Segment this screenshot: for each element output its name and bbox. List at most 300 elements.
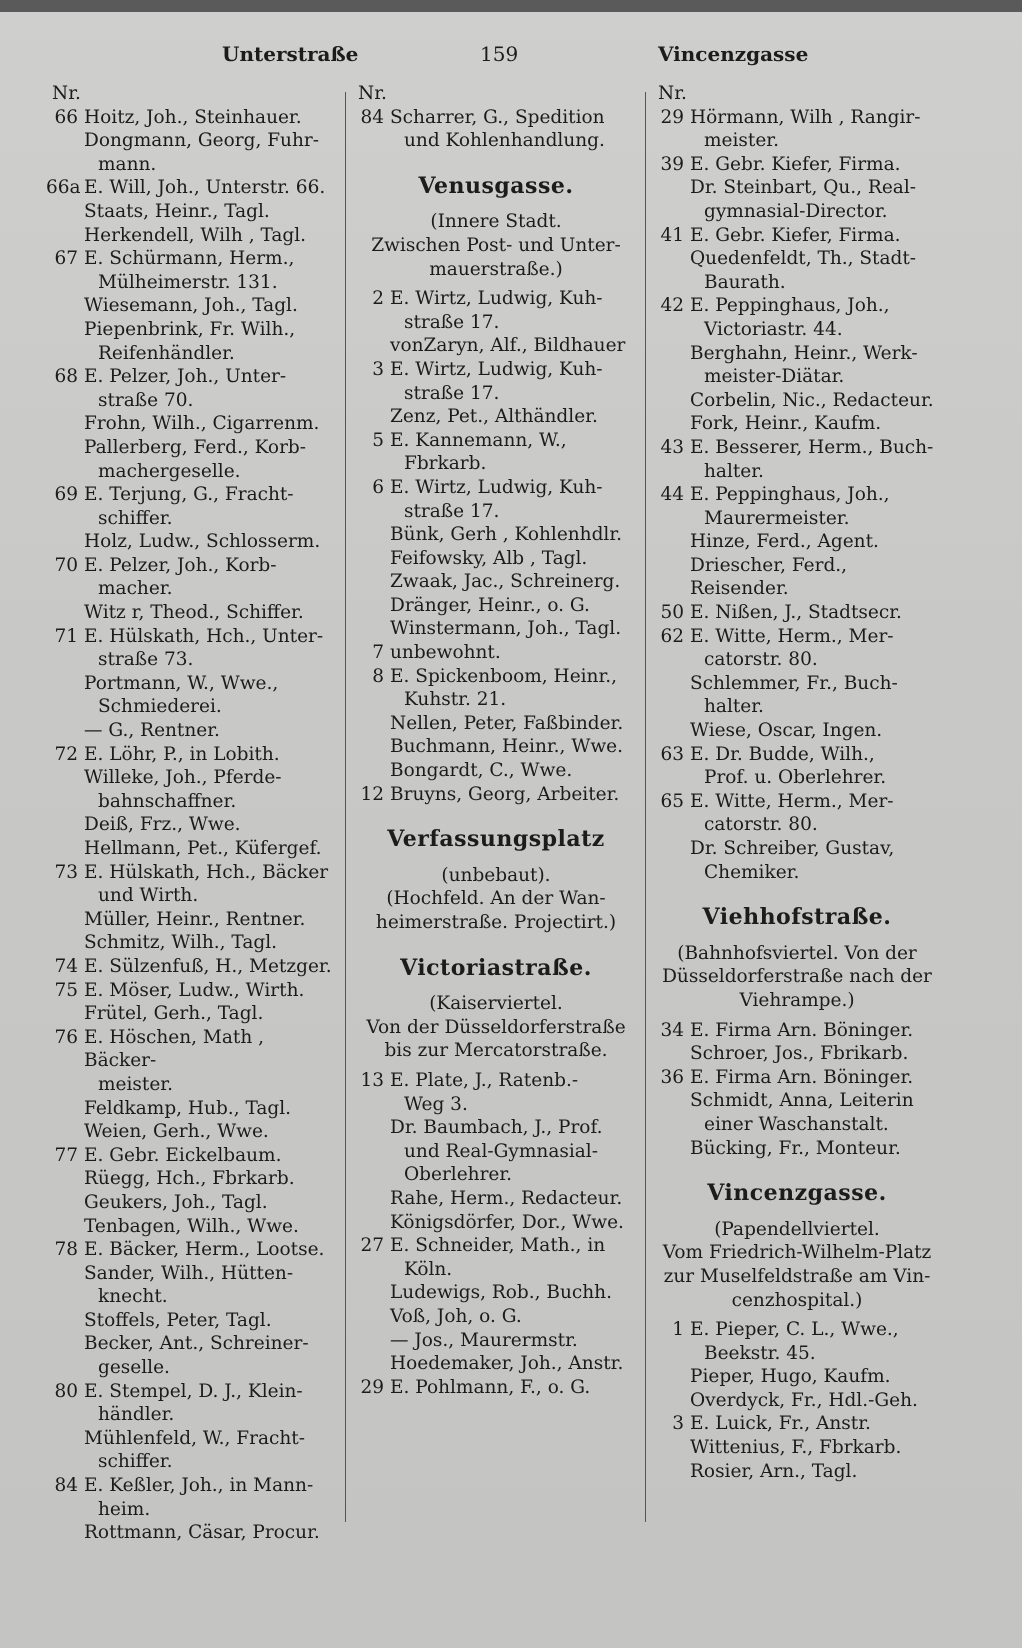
entry-text: catorstr. 80.	[704, 814, 818, 836]
directory-entry	[652, 1089, 942, 1136]
entry-text: Staats, Heinr., Tagl.	[84, 200, 270, 222]
directory-entry	[652, 436, 942, 483]
street-description	[352, 210, 640, 281]
directory-entry	[352, 1069, 640, 1116]
house-number: 50	[660, 602, 684, 624]
entry-text: Geukers, Joh., Tagl.	[84, 1191, 268, 1213]
directory-entry	[652, 342, 942, 389]
description-line: Zwischen Post- und Unter-	[371, 234, 621, 256]
entry-text: meister-Diätar.	[704, 366, 845, 388]
entry-text: E. Will, Joh., Unterstr. 66.	[84, 177, 326, 199]
column-1	[46, 82, 338, 1545]
entry-text: E. Plate, J., Ratenb.-	[390, 1069, 579, 1091]
directory-entry	[46, 318, 338, 365]
directory-entry	[352, 429, 640, 476]
description-line: Vom Friedrich-Wilhelm-Platz	[662, 1242, 932, 1264]
entry-list	[352, 287, 640, 806]
directory-entry	[46, 1309, 338, 1333]
entry-text: E. Keßler, Joh., in Mann-	[84, 1475, 314, 1497]
house-number: 74	[54, 955, 78, 977]
directory-entry	[46, 672, 338, 719]
entry-text: Herkendell, Wilh , Tagl.	[84, 224, 307, 246]
directory-entry	[46, 294, 338, 318]
entry-text: E. Firma Arn. Böninger.	[690, 1019, 914, 1041]
entry-text: Frütel, Gerh., Tagl.	[84, 1003, 264, 1025]
directory-entry	[46, 908, 338, 932]
section-vincenzgasse	[652, 1182, 942, 1312]
entry-text: Kuhstr. 21.	[404, 689, 507, 711]
entry-text: geselle.	[98, 1357, 170, 1379]
entry-text: Driescher, Ferd., Reisender.	[690, 554, 848, 600]
entry-text: Voß, Joh, o. G.	[390, 1305, 522, 1327]
house-number: 42	[660, 295, 684, 317]
entry-text: E. Löhr, P., in Lobith.	[84, 743, 280, 765]
house-number: 65	[660, 790, 684, 812]
entry-text: Nellen, Peter, Faßbinder.	[390, 712, 624, 734]
entry-list	[652, 106, 942, 885]
house-number: 43	[660, 436, 684, 458]
house-number: 69	[54, 484, 78, 506]
description-line: heimerstraße. Projectirt.)	[375, 912, 617, 933]
directory-entry	[652, 601, 942, 625]
directory-entry	[46, 743, 338, 767]
entry-text: einer Waschanstalt.	[704, 1113, 889, 1135]
entry-text: machergeselle.	[98, 460, 241, 482]
street-description	[652, 942, 942, 1013]
house-number: 75	[54, 979, 78, 1001]
directory-entry	[352, 287, 640, 334]
entry-text: Becker, Ant., Schreiner-	[84, 1333, 309, 1355]
entry-text: — Jos., Maurermstr.	[390, 1329, 578, 1351]
directory-entry	[46, 365, 338, 412]
description-line: Düsseldorferstraße nach der	[662, 966, 932, 988]
directory-entry	[652, 247, 942, 294]
street-description	[352, 864, 640, 935]
directory-entry	[46, 1191, 338, 1215]
directory-entry	[652, 743, 942, 790]
street-heading: Viehhofstraße.	[702, 904, 892, 931]
directory-entry	[46, 1380, 338, 1427]
directory-entry	[46, 1002, 338, 1026]
directory-entry	[46, 813, 338, 837]
column-3	[652, 82, 942, 1483]
directory-entry	[46, 719, 338, 743]
entry-text: Fork, Heinr., Kaufm.	[690, 413, 882, 435]
entry-text: Witz r, Theod., Schiffer.	[84, 602, 304, 624]
entry-text: Mühlenfeld, W., Fracht-	[84, 1427, 305, 1449]
entry-text: straße 70.	[98, 389, 194, 411]
entry-text: E. Höschen, Math , Bäcker-	[84, 1026, 265, 1072]
entry-text: Dr. Schreiber, Gustav,	[690, 838, 895, 859]
entry-text: vonZaryn, Alf., Bildhauer	[390, 335, 626, 357]
entry-text: Schmiederei.	[98, 696, 222, 718]
entry-text: halter.	[704, 460, 764, 482]
directory-entry	[652, 625, 942, 672]
number-heading: Nr.	[658, 83, 687, 104]
directory-entry	[352, 106, 640, 153]
entry-text: E. Witte, Herm., Mer-	[690, 625, 894, 647]
directory-entry	[352, 1329, 640, 1353]
header-left-street: Unterstraße	[222, 42, 359, 66]
entry-text: E. Hülskath, Hch., Unter-	[84, 625, 324, 647]
entry-text: E. Pohlmann, F., o. G.	[390, 1376, 591, 1398]
entry-text: Schroer, Jos., Fbrikarb.	[690, 1043, 909, 1065]
directory-entry	[46, 1167, 338, 1191]
directory-entry	[46, 979, 338, 1003]
directory-entry	[46, 766, 338, 813]
entry-text: Wittenius, F., Fbrkarb.	[690, 1437, 902, 1459]
entry-text: E. Pelzer, Joh., Unter-	[84, 366, 287, 388]
entry-text: Feifowsky, Alb , Tagl.	[390, 547, 588, 569]
description-line: cenzhospital.)	[731, 1289, 863, 1311]
section-viehhofstrasse	[652, 906, 942, 1012]
directory-entry	[46, 412, 338, 436]
entry-text: schiffer.	[98, 507, 173, 529]
entry-text: Rahe, Herm., Redacteur.	[390, 1187, 623, 1209]
directory-entry	[46, 861, 338, 908]
entry-text: Bongardt, C., Wwe.	[390, 760, 573, 782]
entry-text: Dränger, Heinr., o. G.	[390, 594, 590, 616]
entry-text: Stoffels, Peter, Tagl.	[84, 1309, 272, 1331]
number-heading: Nr.	[52, 83, 81, 104]
house-number: 6	[372, 476, 384, 498]
house-number: 3	[372, 358, 384, 380]
entry-text: E. Firma Arn. Böninger.	[690, 1066, 914, 1088]
entry-text: E. Gebr. Eickelbaum.	[84, 1144, 282, 1166]
entry-text: E. Besserer, Herm., Buch-	[690, 436, 934, 458]
directory-entry	[352, 358, 640, 405]
section-venusgasse	[352, 172, 640, 281]
directory-entry	[652, 389, 942, 413]
entry-text: E. Nißen, J., Stadtsecr.	[690, 602, 902, 624]
entry-text: Corbelin, Nic., Redacteur.	[690, 389, 934, 411]
entry-text: knecht.	[98, 1286, 168, 1308]
entry-text: gymnasial-Director.	[704, 200, 888, 222]
entry-text: straße 17.	[404, 382, 500, 404]
entry-text: unbewohnt.	[390, 642, 501, 664]
directory-entry	[352, 570, 640, 594]
description-line: Von der Düsseldorferstraße	[366, 1016, 626, 1038]
directory-entry	[652, 412, 942, 436]
entry-text: Schmitz, Wilh., Tagl.	[84, 932, 278, 954]
entry-text: E. Kannemann, W.,	[390, 429, 567, 451]
directory-entry	[652, 1318, 942, 1365]
directory-entry	[652, 153, 942, 177]
house-number: 66	[54, 106, 78, 128]
directory-entry	[352, 1352, 640, 1376]
description-line: (Innere Stadt.	[430, 211, 562, 233]
entry-text: E. Gebr. Kiefer, Firma.	[690, 224, 901, 246]
scan-edge	[0, 0, 1022, 12]
house-number: 29	[360, 1376, 384, 1398]
entry-text: E. Pieper, C. L., Wwe.,	[690, 1319, 899, 1341]
house-number: 62	[660, 625, 684, 647]
entry-text: Hörmann, Wilh , Rangir-	[690, 106, 921, 128]
entry-text: E. Peppinghaus, Joh.,	[690, 295, 890, 317]
entry-text: schiffer.	[98, 1451, 173, 1473]
entry-text: Rottmann, Cäsar, Procur.	[84, 1522, 320, 1544]
entry-list	[652, 1019, 942, 1161]
directory-entry	[352, 1211, 640, 1235]
directory-entry	[46, 1238, 338, 1262]
entry-text: Köln.	[404, 1258, 453, 1280]
house-number: 70	[54, 554, 78, 576]
entry-text: mann.	[98, 153, 157, 175]
directory-entry	[352, 1281, 640, 1305]
entry-text: E. Luick, Fr., Anstr.	[690, 1413, 871, 1435]
directory-entry	[352, 1376, 640, 1400]
entry-text: Chemiker.	[704, 861, 800, 883]
entry-text: — G., Rentner.	[84, 720, 220, 742]
directory-entry	[652, 837, 942, 884]
directory-entry	[352, 476, 640, 523]
entry-text: meister.	[98, 1073, 173, 1095]
entry-text: Fbrkarb.	[404, 453, 487, 475]
entry-text: Bruyns, Georg, Arbeiter.	[390, 783, 620, 805]
directory-entry	[352, 523, 640, 547]
house-number: 34	[660, 1019, 684, 1041]
directory-entry	[652, 1137, 942, 1161]
entry-text: Mülheimerstr. 131.	[98, 271, 278, 293]
entry-text: Willeke, Joh., Pferde-	[84, 767, 282, 789]
house-number: 44	[660, 484, 684, 506]
description-line: zur Muselfeldstraße am Vin-	[663, 1265, 931, 1287]
entry-text: E. Bäcker, Herm., Lootse.	[84, 1239, 325, 1261]
entry-text: halter.	[704, 696, 764, 718]
house-number: 12	[360, 783, 384, 805]
street-description	[352, 992, 640, 1063]
directory-entry	[46, 955, 338, 979]
house-number: 8	[372, 665, 384, 687]
entry-text: Oberlehrer.	[404, 1164, 513, 1186]
directory-entry	[46, 554, 338, 601]
entry-text: Berghahn, Heinr., Werk-	[690, 342, 918, 364]
description-line: Viehrampe.)	[739, 989, 855, 1011]
entry-text: E. Möser, Ludw., Wirth.	[84, 979, 305, 1001]
entry-list	[352, 106, 640, 153]
house-number: 27	[360, 1235, 384, 1257]
directory-entry	[46, 247, 338, 294]
house-number: 72	[54, 743, 78, 765]
directory-entry	[652, 1460, 942, 1484]
entry-text: E. Hülskath, Hch., Bäcker	[84, 861, 329, 883]
directory-entry	[352, 1234, 640, 1281]
entry-text: E. Pelzer, Joh., Korb-	[84, 554, 277, 576]
entry-text: E. Wirtz, Ludwig, Kuh-	[390, 358, 603, 380]
entry-text: Reifenhändler.	[98, 342, 235, 364]
directory-entry	[652, 790, 942, 837]
house-number: 84	[54, 1475, 78, 1497]
entry-text: E. Wirtz, Ludwig, Kuh-	[390, 476, 603, 498]
house-number: 76	[54, 1026, 78, 1048]
directory-entry	[352, 641, 640, 665]
directory-entry	[352, 547, 640, 571]
house-number: 67	[54, 248, 78, 270]
entry-text: Hinze, Ferd., Agent.	[690, 531, 879, 553]
column-divider	[645, 92, 646, 1522]
entry-text: Dr. Baumbach, J., Prof.	[390, 1117, 603, 1139]
entry-text: E. Wirtz, Ludwig, Kuh-	[390, 288, 603, 310]
directory-entry	[652, 1365, 942, 1389]
directory-entry	[652, 1389, 942, 1413]
entry-text: straße 17.	[404, 311, 500, 333]
house-number: 2	[372, 288, 384, 310]
entry-text: meister.	[704, 130, 779, 152]
description-line: (Kaiserviertel.	[429, 993, 563, 1015]
entry-text: Victoriastr. 44.	[704, 318, 843, 340]
house-number: 73	[54, 861, 78, 883]
entry-text: Frohn, Wilh., Cigarrenm.	[84, 413, 320, 435]
directory-entry	[46, 1332, 338, 1379]
entry-list	[652, 1318, 942, 1483]
house-number: 39	[660, 153, 684, 175]
directory-entry	[352, 1187, 640, 1211]
house-number: 77	[54, 1144, 78, 1166]
house-number: 71	[54, 625, 78, 647]
entry-text: heim.	[98, 1498, 151, 1520]
entry-text: Ludewigs, Rob., Buchh.	[390, 1282, 612, 1304]
entry-text: straße 17.	[404, 500, 500, 522]
description-line: (Papendellviertel.	[714, 1218, 880, 1240]
number-heading: Nr.	[358, 83, 387, 104]
entry-text: Pieper, Hugo, Kaufm.	[690, 1366, 891, 1388]
entry-text: Weien, Gerh., Wwe.	[84, 1121, 269, 1143]
house-number: 84	[360, 106, 384, 128]
entry-text: E. Witte, Herm., Mer-	[690, 790, 894, 812]
entry-text: E. Gebr. Kiefer, Firma.	[690, 153, 901, 175]
column-divider	[345, 92, 346, 1522]
directory-entry	[352, 1305, 640, 1329]
entry-text: Bünk, Gerh , Kohlenhdlr.	[390, 524, 623, 546]
entry-text: E. Schneider, Math., in	[390, 1235, 606, 1257]
entry-text: Bücking, Fr., Monteur.	[690, 1137, 901, 1159]
directory-entry	[46, 1120, 338, 1144]
entry-text: Winstermann, Joh., Tagl.	[390, 618, 622, 640]
directory-entry	[352, 405, 640, 429]
entry-text: Weg 3.	[404, 1093, 468, 1115]
entry-text: E. Peppinghaus, Joh.,	[690, 484, 890, 506]
entry-text: Sander, Wilh., Hütten-	[84, 1262, 294, 1284]
directory-entry	[652, 530, 942, 554]
page-header	[50, 38, 982, 74]
entry-text: Maurermeister.	[704, 507, 850, 529]
entry-text: Feldkamp, Hub., Tagl.	[84, 1097, 292, 1119]
entry-text: Rosier, Arn., Tagl.	[690, 1460, 858, 1482]
directory-entry	[652, 1412, 942, 1436]
directory-entry	[46, 436, 338, 483]
directory-entry	[46, 1262, 338, 1309]
entry-text: Zwaak, Jac., Schreinerg.	[390, 571, 621, 593]
entry-text: E. Terjung, G., Fracht-	[84, 484, 294, 506]
entry-text: Dongmann, Georg, Fuhr-	[84, 130, 319, 152]
column-2	[352, 82, 640, 1399]
directory-entry	[46, 129, 338, 176]
directory-entry	[46, 530, 338, 554]
directory-entry	[46, 1026, 338, 1097]
directory-entry	[652, 294, 942, 341]
directory-entry	[652, 106, 942, 153]
street-heading: Vincenzgasse.	[707, 1180, 887, 1207]
directory-entry	[46, 224, 338, 248]
directory-entry	[46, 601, 338, 625]
directory-entry	[46, 1097, 338, 1121]
entry-text: Rüegg, Hch., Fbrkarb.	[84, 1168, 295, 1190]
section-victoriastrasse	[352, 954, 640, 1063]
directory-entry	[352, 594, 640, 618]
directory-entry	[352, 665, 640, 712]
directory-entry	[46, 625, 338, 672]
entry-text: Hoitz, Joh., Steinhauer.	[84, 106, 302, 128]
directory-entry	[652, 483, 942, 530]
directory-entry	[652, 1042, 942, 1066]
street-heading: Verfassungsplatz	[387, 826, 605, 853]
directory-entry	[652, 719, 942, 743]
entry-text: Tenbagen, Wilh., Wwe.	[84, 1215, 299, 1237]
entry-text: Hellmann, Pet., Küfergef.	[84, 838, 322, 859]
house-number: 29	[660, 106, 684, 128]
description-line: bis zur Mercatorstraße.	[384, 1040, 608, 1062]
entry-text: Baurath.	[704, 271, 786, 293]
entry-text: Königsdörfer, Dor., Wwe.	[390, 1211, 624, 1233]
entry-text: und Real-Gymnasial-	[404, 1140, 598, 1162]
house-number: 41	[660, 224, 684, 246]
entry-text: Müller, Heinr., Rentner.	[84, 908, 306, 930]
entry-text: Quedenfeldt, Th., Stadt-	[690, 248, 917, 270]
entry-list	[46, 106, 338, 1545]
house-number: 5	[372, 429, 384, 451]
directory-entry	[652, 672, 942, 719]
entry-text: E. Schürmann, Herm.,	[84, 248, 295, 270]
entry-text: Zenz, Pet., Althändler.	[390, 406, 598, 428]
directory-entry	[46, 176, 338, 200]
entry-text: Wiesemann, Joh., Tagl.	[84, 295, 298, 317]
entry-text: Prof. u. Oberlehrer.	[704, 767, 887, 789]
directory-entry	[46, 106, 338, 130]
house-number: 80	[54, 1380, 78, 1402]
directory-entry	[46, 837, 338, 861]
house-number: 66a	[46, 177, 81, 199]
entry-text: Dr. Steinbart, Qu., Real-	[690, 177, 917, 199]
entry-text: Schlemmer, Fr., Buch-	[690, 672, 898, 694]
directory-entry	[46, 1521, 338, 1545]
entry-text: straße 73.	[98, 649, 194, 671]
street-heading: Venusgasse.	[418, 172, 574, 199]
house-number: 3	[672, 1413, 684, 1435]
entry-text: Wiese, Oscar, Ingen.	[690, 720, 883, 742]
directory-entry	[46, 1144, 338, 1168]
house-number: 7	[372, 642, 384, 664]
directory-entry	[652, 224, 942, 248]
directory-entry	[652, 176, 942, 223]
entry-text: Piepenbrink, Fr. Wilh.,	[84, 318, 296, 340]
directory-entry	[46, 1427, 338, 1474]
entry-text: Schmidt, Anna, Leiterin	[690, 1090, 914, 1112]
entry-text: Deiß, Frz., Wwe.	[84, 814, 241, 836]
directory-entry	[352, 783, 640, 807]
entry-text: und Wirth.	[98, 885, 199, 907]
entry-text: Pallerberg, Ferd., Korb-	[84, 436, 307, 458]
entry-text: und Kohlenhandlung.	[404, 130, 605, 152]
directory-entry	[352, 334, 640, 358]
entry-text: Overdyck, Fr., Hdl.-Geh.	[690, 1389, 918, 1411]
page-number: 159	[480, 42, 519, 66]
directory-entry	[352, 735, 640, 759]
directory-entry	[652, 554, 942, 601]
directory-entry	[352, 712, 640, 736]
entry-text: catorstr. 80.	[704, 649, 818, 671]
directory-entry	[46, 1215, 338, 1239]
description-line: (Hochfeld. An der Wan-	[386, 888, 606, 910]
